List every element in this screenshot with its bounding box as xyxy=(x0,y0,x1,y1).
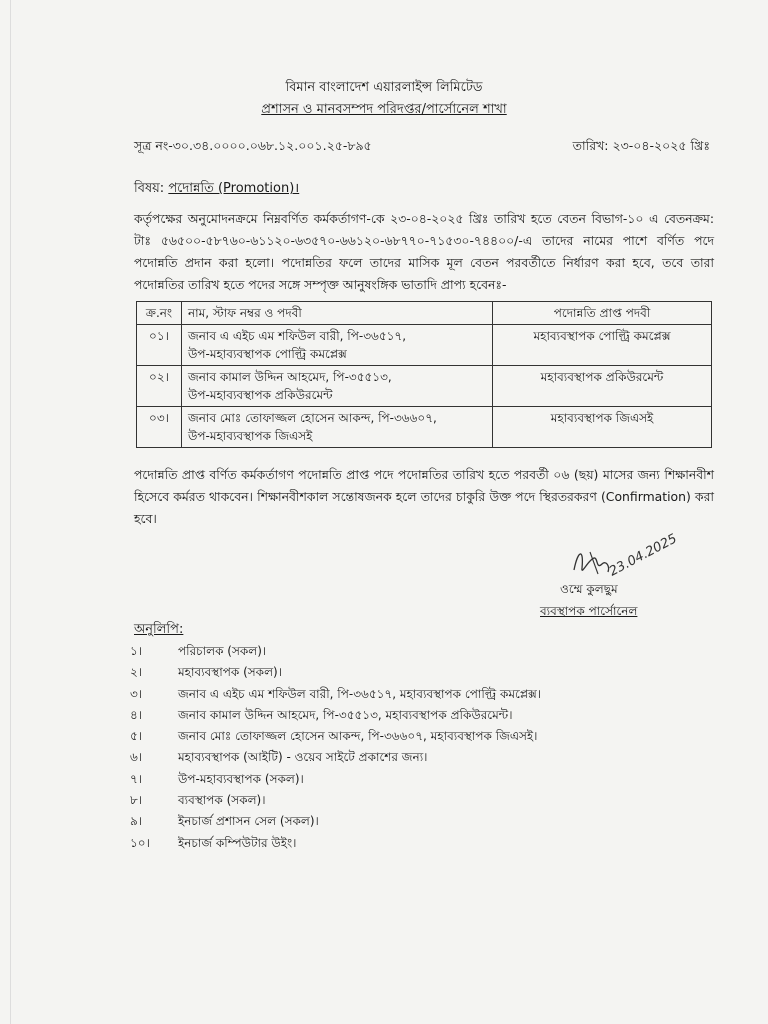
row-old-post: উপ-মহাব্যবস্থাপক পোল্ট্রি কমপ্লেক্স xyxy=(188,347,347,361)
list-item xyxy=(130,811,541,832)
table-row xyxy=(137,407,712,448)
list-item-text: মহাব্যবস্থাপক (আইটি) - ওয়েব সাইটে প্রকাশের জন্য। xyxy=(178,750,428,765)
list-item xyxy=(130,833,541,854)
reference-number: সূত্র নং-৩০.৩৪.০০০০.০৬৮.১২.০০১.২৫-৮৯৫ xyxy=(134,138,372,153)
row-name: জনাব কামাল উদ্দিন আহমেদ, পি-৩৫৫১৩, xyxy=(188,370,392,384)
list-item-text: জনাব এ এইচ এম শফিউল বারী, পি-৩৬৫১৭, মহাব্যবস্থাপক পোল্ট্রি কমপ্লেক্স। xyxy=(178,686,542,701)
list-item-text: মহাব্যবস্থাপক (সকল)। xyxy=(178,665,282,680)
subject-text: পদোন্নতি (Promotion)। xyxy=(168,181,300,196)
header-promoted-post: পদোন্নতি প্রাপ্ত পদবী xyxy=(493,302,712,325)
list-item-number: ১। xyxy=(130,644,143,658)
department-name-text: প্রশাসন ও মানবসম্পদ পরিদপ্তর/পার্সোনেল শাখা xyxy=(261,102,507,117)
signatory-title: ব্যবস্থাপক পার্সোনেল xyxy=(540,604,638,618)
list-item-text: উপ-মহাব্যবস্থাপক (সকল)। xyxy=(178,771,304,786)
table-row xyxy=(137,325,712,366)
body-paragraph-2: পদোন্নতি প্রাপ্ত বর্ণিত কর্মকর্তাগণ পদোন্নতি প্রাপ্ত পদে পদোন্নতির তারিখ হতে পরবর্তী ০৬ (ছয়) মাসের জন্য শিক্ষানবীশ হিসেবে কর্মরত থাকবেন। শিক্ষানবীশকাল সন্তোষজনক হলে তাদের চাকুরি উক্ত পদে স্থিরতরকরণ (Confirmation) করা হবে। xyxy=(134,467,714,526)
scan-edge xyxy=(10,0,11,1024)
list-item xyxy=(130,705,541,726)
list-item xyxy=(130,684,541,705)
list-item-number: ৪। xyxy=(130,707,143,722)
signatory-name: ওম্মে কুলছুম xyxy=(560,582,618,596)
list-item-number: ৭। xyxy=(130,771,143,786)
list-item-number: ৯। xyxy=(130,814,143,829)
list-item-number: ৬। xyxy=(130,750,143,765)
table-header-row xyxy=(137,302,712,325)
organization-name: বিমান বাংলাদেশ এয়ারলাইন্স লিমিটেড xyxy=(285,80,483,95)
table-row xyxy=(137,366,712,407)
body-paragraph-1: কর্তৃপক্ষের অনুমোদনক্রমে নিম্নবর্ণিত কর্মকর্তাগণ-কে ২৩-০৪-২০২৫ খ্রিঃ তারিখ হতে বেতন বিভাগ-১০ এ বেতনক্রম: টাঃ ৫৬৫০০-৫৮৭৬০-৬১১২০-৬৩৫৭০-৬৬১২০-৬৮৭৭০-৭১৫৩০-৭৪৪০০/-এ তাদের নামের পাশে বর্ণিত পদে পদোন্নতি প্রদান করা হলো। পদোন্নতির ফলে তাদের মাসিক মূল বেতন পরবর্তীতে নির্ধারণ করা হবে, তবে তারা পদোন্নতির তারিখ হতে পদের সঙ্গে সম্পৃক্ত আনুষংঙ্গিক ভাতাদি প্রাপ্য হবেনঃ- xyxy=(134,211,714,292)
row-new-post: মহাব্যবস্থাপক পোল্ট্রি কমপ্লেক্স xyxy=(493,325,712,366)
list-item-text: জনাব মোঃ তোফাজ্জল হোসেন আকন্দ, পি-৩৬৬০৭, মহাব্যবস্থাপক জিএসই। xyxy=(178,729,538,744)
list-item xyxy=(130,790,541,811)
copy-to-list xyxy=(130,641,541,854)
row-new-post: মহাব্যবস্থাপক প্রকিউরমেন্ট xyxy=(493,366,712,407)
row-name-cell xyxy=(182,366,493,407)
row-name: জনাব মোঃ তোফাজ্জল হোসেন আকন্দ, পি-৩৬৬০৭, xyxy=(188,411,437,425)
list-item-number: ১০। xyxy=(130,835,150,850)
row-serial: ০২। xyxy=(137,366,182,407)
list-item-number: ২। xyxy=(130,665,143,680)
subject-label: বিষয়: xyxy=(134,181,165,196)
header-name: নাম, স্টাফ নম্বর ও পদবী xyxy=(182,302,493,325)
row-serial: ০১। xyxy=(137,325,182,366)
promotion-table xyxy=(136,301,712,448)
row-old-post: উপ-মহাব্যবস্থাপক প্রকিউরমেন্ট xyxy=(188,388,333,402)
list-item xyxy=(130,726,541,747)
row-old-post: উপ-মহাব্যবস্থাপক জিএসই xyxy=(188,429,313,443)
list-item xyxy=(130,769,541,790)
list-item xyxy=(130,662,541,683)
row-name: জনাব এ এইচ এম শফিউল বারী, পি-৩৬৫১৭, xyxy=(188,329,407,343)
copy-to-title: অনুলিপি: xyxy=(134,622,184,637)
list-item-text: জনাব কামাল উদ্দিন আহমেদ, পি-৩৫৫১৩, মহাব্যবস্থাপক প্রকিউরমেন্ট। xyxy=(178,707,513,722)
list-item xyxy=(130,641,541,662)
list-item-number: ৫। xyxy=(130,729,143,744)
department-name xyxy=(0,100,768,121)
signature-date: 23.04.2025 xyxy=(606,531,680,580)
list-item-text: পরিচালক (সকল)। xyxy=(178,644,267,658)
list-item-text: ইনচার্জ কম্পিউটার উইং। xyxy=(178,835,297,850)
document-date: তারিখ: ২৩-০৪-২০২৫ খ্রিঃ xyxy=(572,138,710,153)
subject-line xyxy=(134,178,299,200)
list-item-number: ৩। xyxy=(130,686,143,701)
list-item-text: ইনচার্জ প্রশাসন সেল (সকল)। xyxy=(178,814,319,829)
row-name-cell xyxy=(182,407,493,448)
row-new-post: মহাব্যবস্থাপক জিএসই xyxy=(493,407,712,448)
row-serial: ০৩। xyxy=(137,407,182,448)
list-item-number: ৮। xyxy=(130,793,143,808)
list-item-text: ব্যবস্থাপক (সকল)। xyxy=(178,793,266,808)
header-serial: ক্র.নং xyxy=(137,302,182,325)
list-item xyxy=(130,747,541,768)
row-name-cell xyxy=(182,325,493,366)
